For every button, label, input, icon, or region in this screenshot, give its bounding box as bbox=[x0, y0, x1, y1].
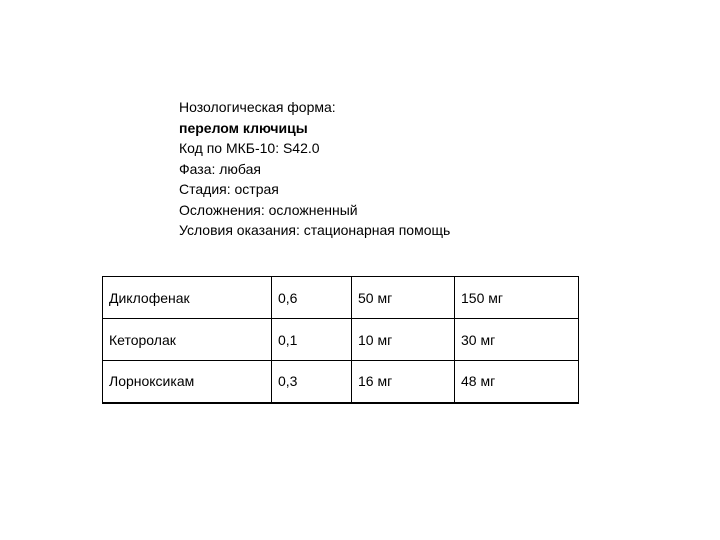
nosology-info-block bbox=[179, 97, 450, 241]
single-dose-cell: 10 мг bbox=[352, 319, 455, 361]
daily-dose-cell: 48 мг bbox=[455, 361, 579, 403]
single-dose-cell: 16 мг bbox=[352, 361, 455, 403]
phase: Фаза: любая bbox=[179, 160, 261, 177]
table-row bbox=[103, 361, 579, 403]
daily-dose-cell: 30 мг bbox=[455, 319, 579, 361]
care-conditions: Условия оказания: стационарная помощь bbox=[179, 222, 451, 238]
drug-name-cell: Лорноксикам bbox=[103, 361, 272, 403]
table-row bbox=[103, 277, 579, 319]
drug-dosage-table bbox=[102, 276, 579, 404]
drug-name-cell: Кеторолак bbox=[103, 319, 272, 361]
diagnosis-name: перелом ключицы bbox=[179, 119, 308, 136]
ratio-cell: 0,3 bbox=[272, 361, 352, 403]
drug-name-cell: Диклофенак bbox=[103, 277, 272, 319]
icd-code: Код по МКБ-10: S42.0 bbox=[179, 140, 320, 156]
ratio-cell: 0,1 bbox=[272, 319, 352, 361]
complications: Осложнения: осложненный bbox=[179, 201, 358, 218]
table-row bbox=[103, 319, 579, 361]
daily-dose-cell: 150 мг bbox=[455, 277, 579, 319]
nosological-form-label: Нозологическая форма: bbox=[179, 99, 336, 115]
stage: Стадия: острая bbox=[179, 181, 279, 197]
single-dose-cell: 50 мг bbox=[352, 277, 455, 319]
ratio-cell: 0,6 bbox=[272, 277, 352, 319]
